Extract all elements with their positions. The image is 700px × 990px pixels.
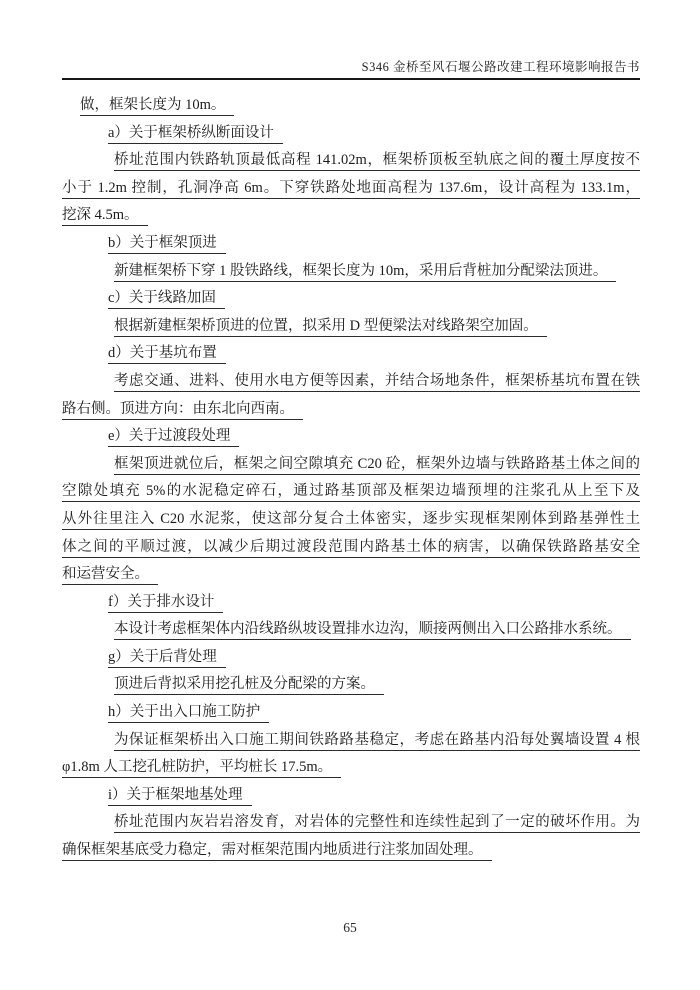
paragraph-line: 做，框架长度为 10m。 — [62, 92, 640, 120]
page-header-title: S346 金桥至风石堰公路改建工程环境影响报告书 — [361, 60, 640, 74]
section-heading-line: g）关于后背处理 — [62, 644, 640, 672]
paragraph-line: 小于 1.2m 控制，孔洞净高 6m。下穿铁路处地面高程为 137.6m，设计高程为 133.1m， — [62, 175, 640, 203]
paragraph-line: 为保证框架桥出入口施工期间铁路路基稳定，考虑在路基内沿每处翼墙设置 4 根 — [62, 727, 640, 755]
paragraph-line: 体之间的平顺过渡，以减少后期过渡段范围内路基土体的病害，以确保铁路路基安全 — [62, 534, 640, 562]
paragraph-line: 桥址范围内灰岩岩溶发育，对岩体的完整性和连续性起到了一定的破坏作用。为 — [62, 809, 640, 837]
paragraph-line: 空隙处填充 5%的水泥稳定碎石，通过路基顶部及框架边墙预埋的注浆孔从上至下及 — [62, 478, 640, 506]
paragraph-line: 框架顶进就位后，框架之间空隙填充 C20 砼，框架外边墙与铁路路基土体之间的 — [62, 451, 640, 479]
paragraph-line: φ1.8m 人工挖孔桩防护，平均桩长 17.5m。 — [62, 754, 640, 782]
section-heading-line: a）关于框架桥纵断面设计 — [62, 120, 640, 148]
paragraph-line: 确保框架基底受力稳定，需对框架范围内地质进行注浆加固处理。 — [62, 837, 640, 865]
section-heading-line: f）关于排水设计 — [62, 589, 640, 617]
paragraph-line: 从外往里注入 C20 水泥浆，使这部分复合土体密实，逐步实现框架刚体到路基弹性土 — [62, 506, 640, 534]
section-heading-line: c）关于线路加固 — [62, 285, 640, 313]
paragraph-line: 考虑交通、进料、使用水电方便等因素，并结合场地条件，框架桥基坑布置在铁 — [62, 368, 640, 396]
paragraph-line: 根据新建框架桥顶进的位置，拟采用 D 型便梁法对线路架空加固。 — [62, 313, 640, 341]
paragraph-line: 路右侧。顶进方向：由东北向西南。 — [62, 396, 640, 424]
paragraph-line: 挖深 4.5m。 — [62, 202, 640, 230]
section-heading-line: b）关于框架顶进 — [62, 230, 640, 258]
paragraph-line: 顶进后背拟采用挖孔桩及分配梁的方案。 — [62, 671, 640, 699]
section-heading-line: i）关于框架地基处理 — [62, 782, 640, 810]
paragraph-line: 桥址范围内铁路轨顶最低高程 141.02m，框架桥顶板至轨底之间的覆土厚度按不 — [62, 147, 640, 175]
paragraph-line: 和运营安全。 — [62, 561, 640, 589]
section-heading-line: d）关于基坑布置 — [62, 340, 640, 368]
page-number: 65 — [343, 920, 357, 935]
document-body — [62, 92, 640, 865]
section-heading-line: e）关于过渡段处理 — [62, 423, 640, 451]
paragraph-line: 新建框架桥下穿 1 股铁路线，框架长度为 10m，采用后背桩加分配梁法顶进。 — [62, 258, 640, 286]
section-heading-line: h）关于出入口施工防护 — [62, 699, 640, 727]
paragraph-line: 本设计考虑框架体内沿线路纵坡设置排水边沟，顺接两侧出入口公路排水系统。 — [62, 616, 640, 644]
header-rule — [62, 78, 640, 80]
